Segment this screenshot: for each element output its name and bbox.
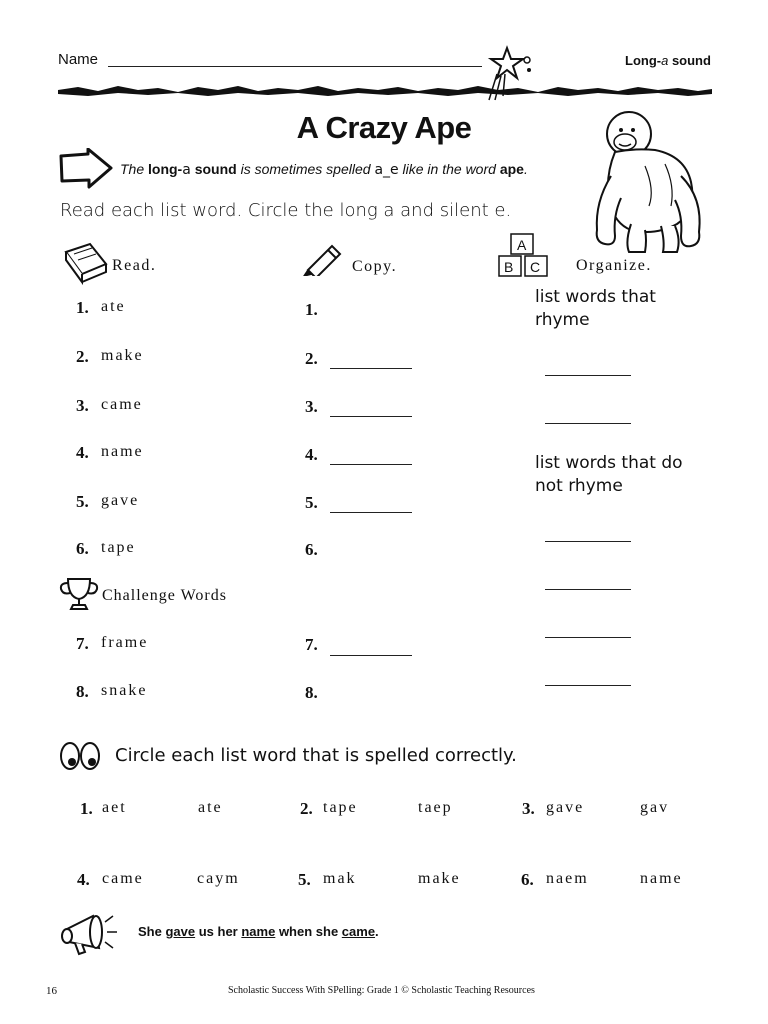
list-number: 7. [76, 634, 89, 653]
rule-part: a [182, 162, 191, 178]
choice-word[interactable]: caym [197, 870, 240, 887]
list-word: gave [101, 492, 140, 509]
list-number: 4. [76, 443, 89, 462]
organize-rhyme-label: list words that rhyme [535, 287, 656, 330]
list-word: tape [101, 539, 136, 556]
sentence-underlined-word: name [241, 924, 276, 939]
choice-word[interactable]: make [418, 870, 461, 887]
copy-blank-2[interactable] [330, 368, 412, 369]
choice-word[interactable]: aet [102, 799, 127, 816]
topic-suffix: sound [668, 53, 711, 68]
rule-part: a_e [374, 162, 399, 178]
copy-blank-7[interactable] [330, 655, 412, 656]
arrow-icon [58, 148, 114, 190]
name-label: Name [58, 51, 99, 68]
topic-label [625, 53, 711, 68]
copy-blank-3[interactable] [330, 416, 412, 417]
choice-word[interactable]: taep [418, 799, 453, 816]
gorilla-illustration [585, 106, 713, 256]
organize-blank-4[interactable] [545, 589, 631, 590]
copy-blank-4[interactable] [330, 464, 412, 465]
choice-word[interactable]: name [640, 870, 683, 887]
rule-part: long- [148, 161, 183, 177]
copy-number: 6. [305, 540, 318, 559]
dictation-sentence [138, 924, 379, 939]
list-number: 8. [76, 682, 89, 701]
choice-number: 4. [77, 870, 90, 889]
page-number: 16 [46, 985, 57, 997]
choice-word[interactable]: gave [546, 799, 585, 816]
trophy-icon [58, 575, 100, 615]
megaphone-icon [55, 908, 135, 962]
circle-instruction: Circle each list word that is spelled correctly. [115, 745, 517, 766]
organize-blank-6[interactable] [545, 685, 631, 686]
list-word: frame [101, 634, 149, 651]
sentence-underlined-word: gave [165, 924, 196, 939]
choice-word[interactable]: mak [323, 870, 357, 887]
copy-number: 8. [305, 683, 318, 702]
eyes-icon [58, 738, 104, 772]
rule-part: . [523, 161, 528, 177]
name-field-line[interactable] [108, 66, 482, 67]
copy-number: 4. [305, 445, 318, 464]
copy-number: 7. [305, 635, 318, 654]
topic-prefix: Long- [625, 53, 662, 68]
choice-word[interactable]: naem [546, 870, 589, 887]
list-number: 5. [76, 492, 89, 511]
choice-number: 2. [300, 799, 313, 818]
choice-number: 1. [80, 799, 93, 818]
choice-word[interactable]: ate [198, 799, 223, 816]
copy-number: 3. [305, 397, 318, 416]
sentence-part: us her [195, 924, 242, 939]
list-word: make [101, 347, 144, 364]
list-number: 2. [76, 347, 89, 366]
choice-number: 3. [522, 799, 535, 818]
read-column-header: Read. [112, 257, 157, 274]
challenge-words-label: Challenge Words [102, 587, 227, 604]
rule-text [120, 161, 528, 178]
list-number: 1. [76, 298, 89, 317]
choice-word[interactable]: gav [640, 799, 670, 816]
svg-text:B: B [504, 259, 514, 275]
choice-word[interactable]: tape [323, 799, 358, 816]
organize-blank-5[interactable] [545, 637, 631, 638]
choice-number: 5. [298, 870, 311, 889]
organize-blank-1[interactable] [545, 375, 631, 376]
copy-number: 5. [305, 493, 318, 512]
organize-blank-2[interactable] [545, 423, 631, 424]
list-word: ate [101, 298, 126, 315]
rule-part: ape [499, 161, 524, 177]
organize-column-header: Organize. [576, 257, 652, 274]
sentence-part: She [138, 924, 166, 939]
organize-no-rhyme-label: list words that do not rhyme [535, 453, 683, 496]
organize-blank-3[interactable] [545, 541, 631, 542]
svg-text:C: C [530, 259, 541, 275]
list-word: snake [101, 682, 148, 699]
instruction-text: Read each list word. Circle the long a and silent e. [60, 200, 512, 221]
list-word: came [101, 396, 143, 413]
copy-column-header: Copy. [352, 258, 398, 275]
sentence-part: when she [275, 924, 342, 939]
list-word: name [101, 443, 144, 460]
svg-text:A: A [517, 237, 527, 253]
rule-part: sound [190, 161, 237, 177]
copy-number: 2. [305, 349, 318, 368]
choice-number: 6. [521, 870, 534, 889]
rule-part: The [120, 161, 149, 177]
choice-word[interactable]: came [102, 870, 144, 887]
footer-credit: Scholastic Success With SPelling: Grade 1 © Scholastic Teaching Resources [228, 985, 535, 996]
list-number: 6. [76, 539, 89, 558]
torn-divider [58, 82, 712, 98]
topic-letter: a [661, 53, 669, 68]
copy-number: 1. [305, 300, 318, 319]
copy-blank-5[interactable] [330, 512, 412, 513]
rule-part: is sometimes spelled [236, 161, 375, 177]
sentence-underlined-word: came [341, 924, 376, 939]
sentence-part: . [375, 924, 379, 939]
rule-part: like in the word [398, 161, 500, 177]
book-icon [60, 240, 110, 286]
page-title: A Crazy Ape [296, 110, 472, 145]
abc-blocks-icon [495, 232, 559, 278]
pencil-icon [302, 240, 344, 276]
list-number: 3. [76, 396, 89, 415]
